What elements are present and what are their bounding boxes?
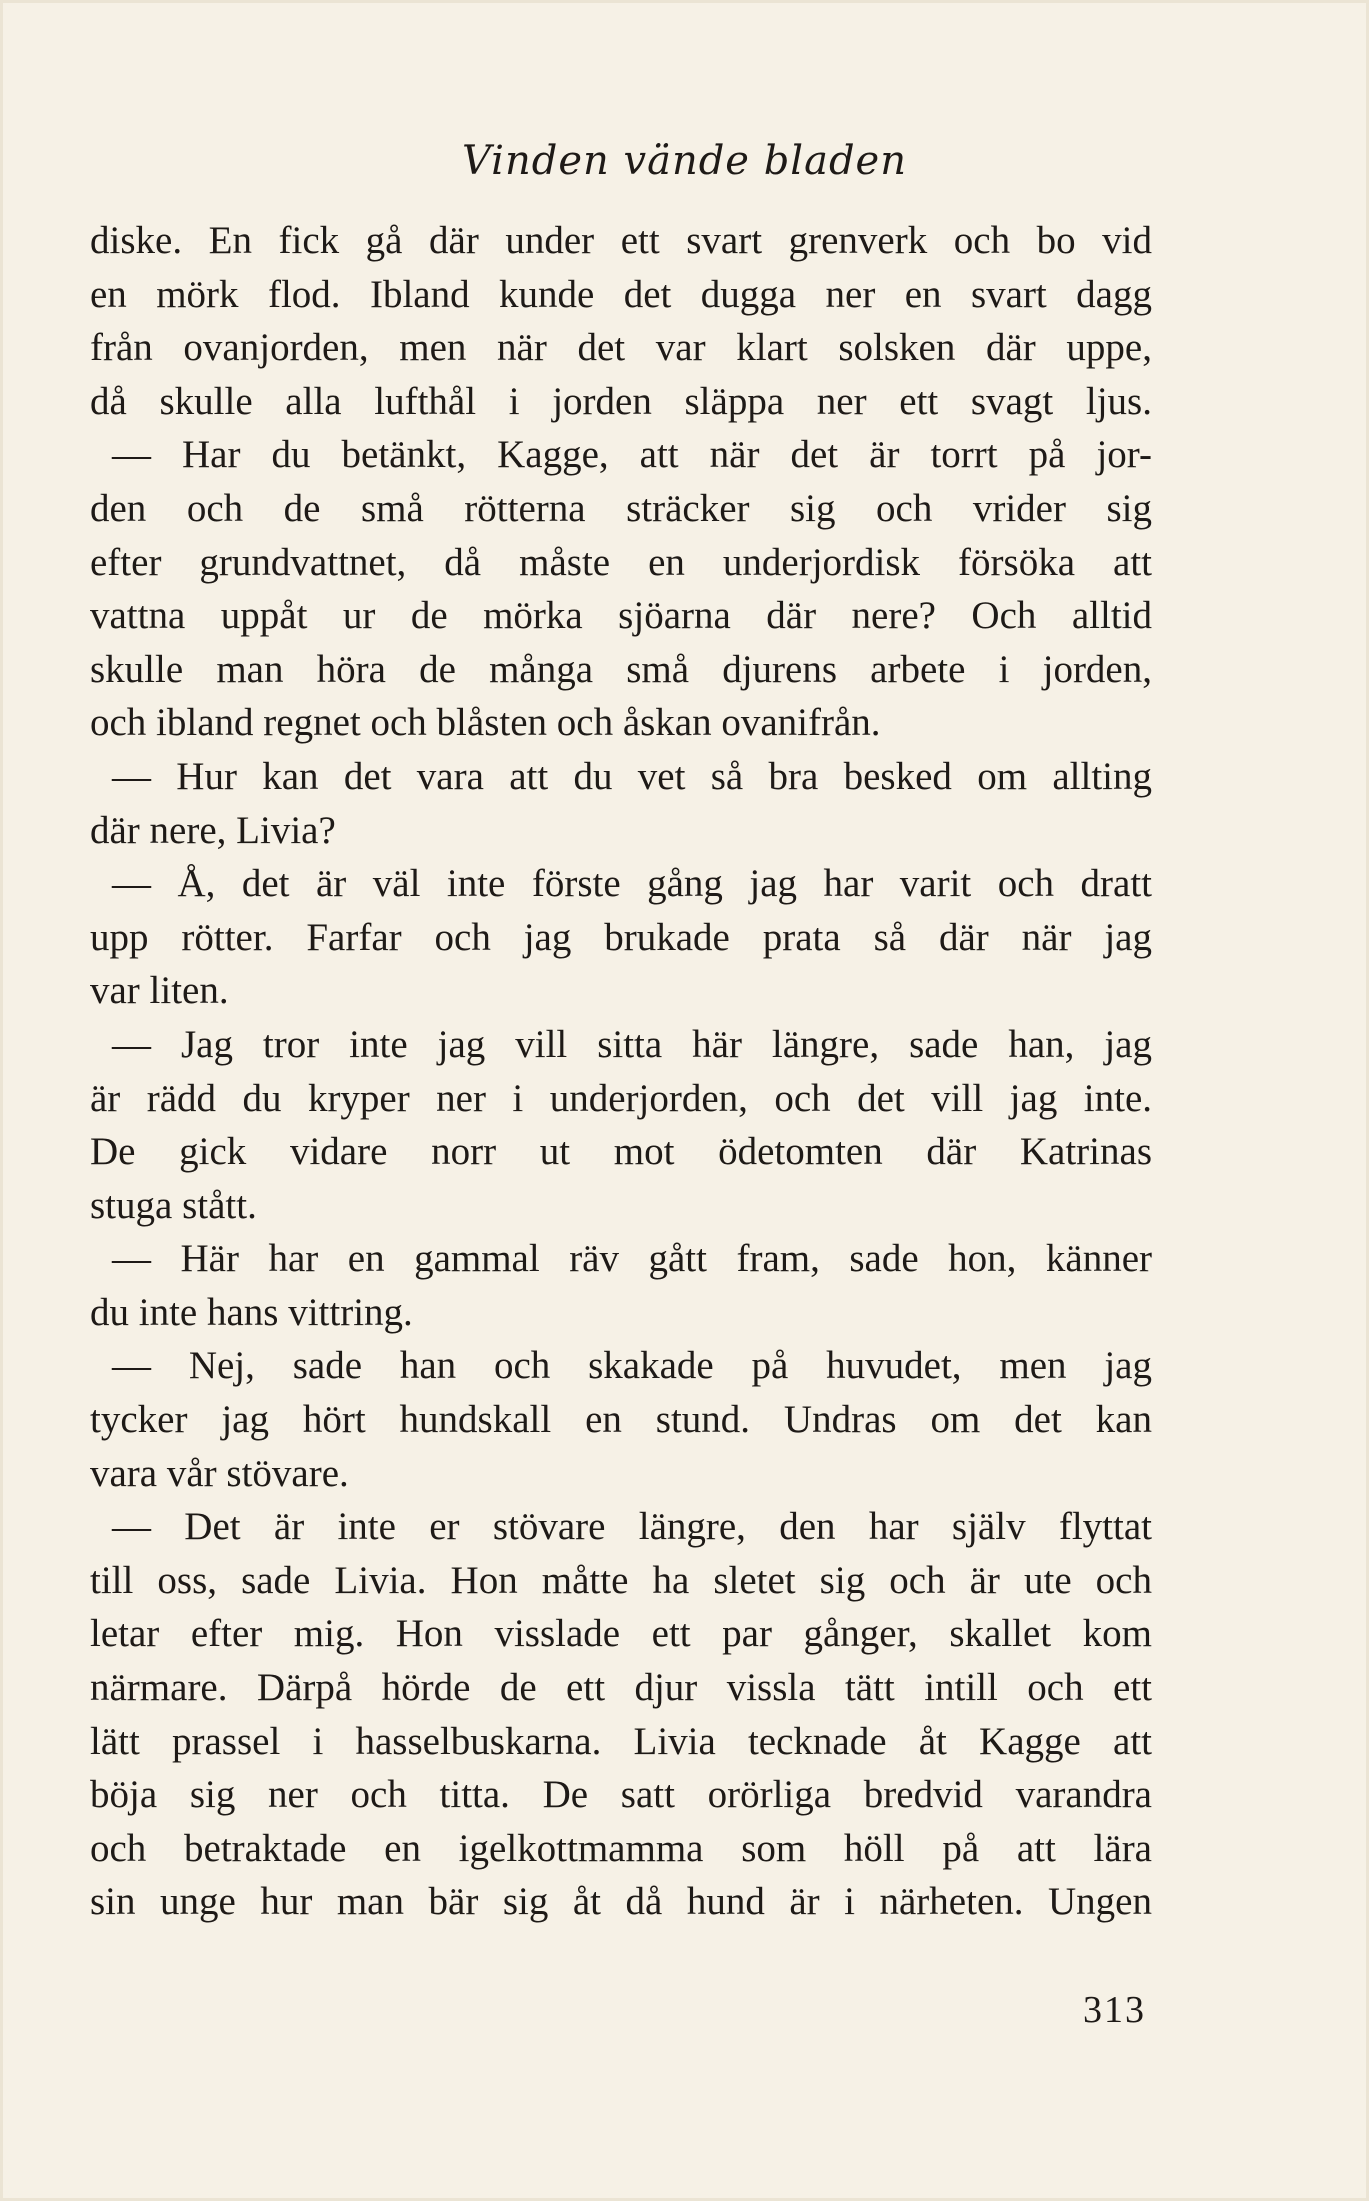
text-line: böja sig ner och titta. De satt orörliga bredvid varandra <box>90 1773 1152 1817</box>
text-line: — Hur kan det vara att du vet så bra besked om allting <box>112 754 1152 798</box>
text-line: letar efter mig. Hon visslade ett par gånger, skallet kom <box>90 1612 1152 1656</box>
body-text <box>90 214 1152 1929</box>
text-line: upp rötter. Farfar och jag brukade prata så där när jag <box>90 915 1152 959</box>
text-line: närmare. Därpå hörde de ett djur vissla tätt intill och ett <box>90 1666 1152 1710</box>
text-line: från ovanjorden, men när det var klart solsken där uppe, <box>90 326 1152 370</box>
text-line: och betraktade en igelkottmamma som höll på att lära <box>90 1826 1152 1870</box>
text-line: skulle man höra de många små djurens arbete i jorden, <box>90 647 1152 691</box>
text-line: — Har du betänkt, Kagge, att när det är torrt på jor- <box>112 433 1152 477</box>
text-line: där nere, Livia? <box>90 808 336 852</box>
text-line: efter grundvattnet, då måste en underjordisk försöka att <box>90 540 1152 584</box>
text-line: var liten. <box>90 969 229 1013</box>
text-line: diske. En fick gå där under ett svart grenverk och bo vid <box>90 219 1152 262</box>
text-line: du inte hans vittring. <box>90 1290 413 1334</box>
text-line: stuga stått. <box>90 1183 257 1227</box>
text-line: en mörk flod. Ibland kunde det dugga ner en svart dagg <box>90 272 1152 316</box>
text-line: vattna uppåt ur de mörka sjöarna där nere? Och alltid <box>90 594 1152 638</box>
text-line: — Det är inte er stövare längre, den har själv flyttat <box>112 1505 1152 1549</box>
text-line: De gick vidare norr ut mot ödetomten där Katrinas <box>90 1130 1152 1174</box>
text-line: och ibland regnet och blåsten och åskan ovanifrån. <box>90 701 881 745</box>
text-line: — Jag tror inte jag vill sitta här längre, sade han, jag <box>112 1022 1152 1066</box>
text-line: lätt prassel i hasselbuskarna. Livia tecknade åt Kagge att <box>90 1719 1152 1763</box>
text-line: då skulle alla lufthål i jorden släppa ner ett svagt ljus. <box>90 379 1152 423</box>
text-line: vara vår stövare. <box>90 1451 349 1495</box>
running-header: Vinden vände bladen <box>462 138 907 184</box>
page-number: 313 <box>1083 1989 1146 2031</box>
text-line: sin unge hur man bär sig åt då hund är i närheten. Ungen <box>90 1880 1152 1924</box>
text-line: — Nej, sade han och skakade på huvudet, men jag <box>112 1344 1152 1388</box>
text-line: — Här har en gammal räv gått fram, sade hon, känner <box>112 1237 1152 1281</box>
text-line: — Å, det är väl inte förste gång jag har varit och dratt <box>112 862 1152 906</box>
text-line: den och de små rötterna sträcker sig och vrider sig <box>90 486 1152 530</box>
text-line: till oss, sade Livia. Hon måtte ha sletet sig och är ute och <box>90 1558 1152 1602</box>
text-line: är rädd du kryper ner i underjorden, och det vill jag inte. <box>90 1076 1152 1120</box>
text-line: tycker jag hört hundskall en stund. Undras om det kan <box>90 1398 1152 1442</box>
